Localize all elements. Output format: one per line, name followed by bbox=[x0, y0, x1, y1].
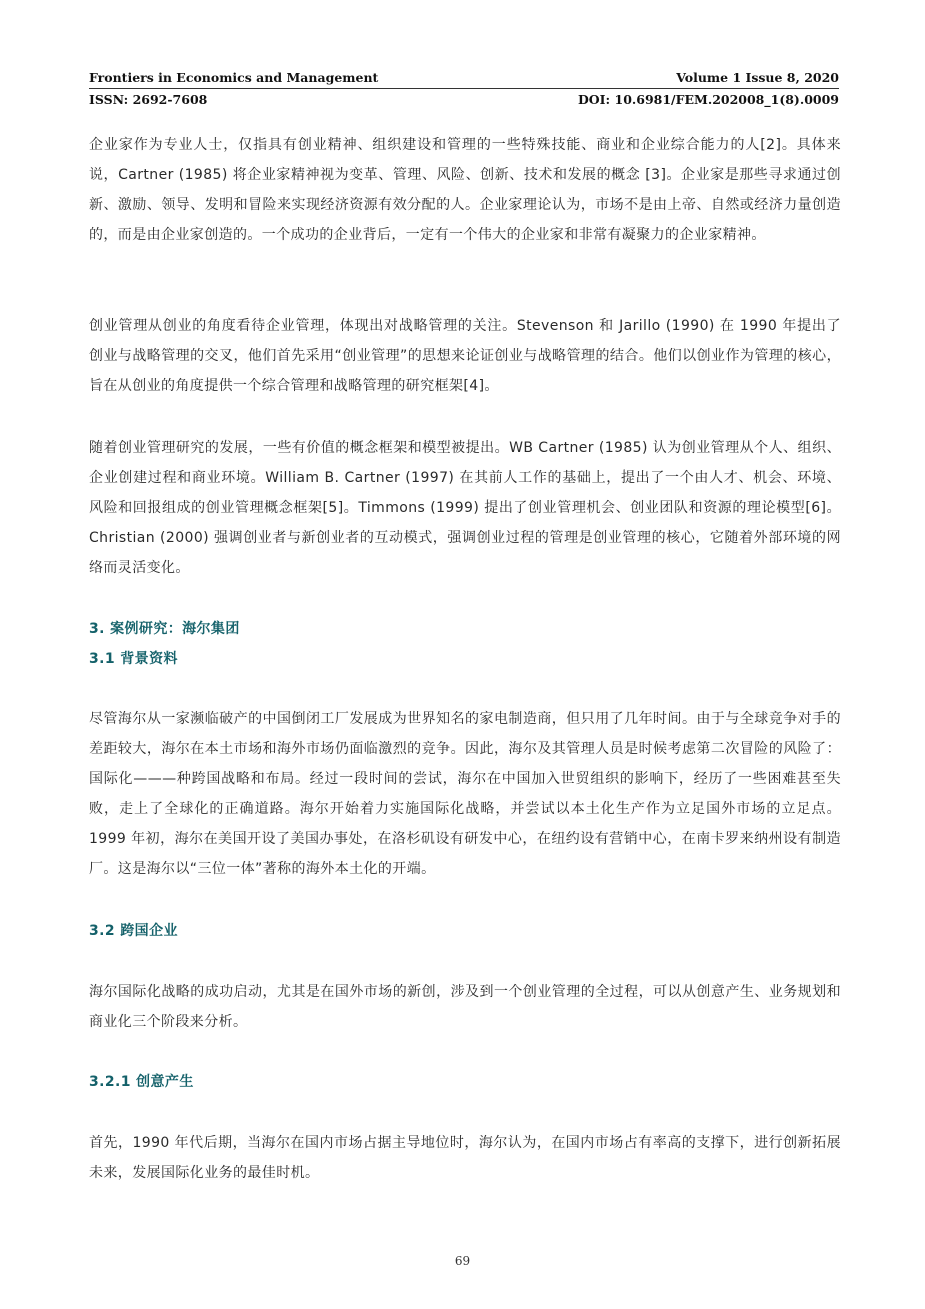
section-heading-case-study: 3. 案例研究：海尔集团 bbox=[89, 621, 240, 637]
issn: ISSN: 2692-7608 bbox=[89, 92, 208, 107]
paragraph-haier-background: 尽管海尔从一家濒临破产的中国倒闭工厂发展成为世界知名的家电制造商，但只用了几年时间。由于与全球竞争对手的差距较大，海尔在本土市场和海外市场仍面临激烈的竞争。因此，海尔及其管理人员是时候考虑第二次冒险的风险了：国际化———种跨国战略和布局。经过一段时间的尝试，海尔在中国加入世贸组织的影响下，经历了一些困难甚至失败，走上了全球化的正确道路。海尔开始着力实施国际化战略，并尝试以本土化生产作为立足国外市场的立足点。1999 年初，海尔在美国开设了美国办事处，在洛杉矶设有研发中心，在纽约设有营销中心，在南卡罗来纳州设有制造厂。这是海尔以“三位一体”著称的海外本土化的开端。 bbox=[89, 711, 841, 877]
paragraph-conceptual-frameworks: 随着创业管理研究的发展，一些有价值的概念框架和模型被提出。WB Cartner (1985) 认为创业管理从个人、组织、企业创建过程和商业环境。William B. Cartner (1997) 在其前人工作的基础上，提出了一个由人才、机会、环境、风险和回报组成的创业管理概念框架[5]。Timmons (1999) 提出了创业管理机会、创业团队和资源的理论模型[6]。Christian (2000) 强调创业者与新创业者的互动模式，强调创业过程的管理是创业管理的核心，它随着外部环境的网络而灵活变化。 bbox=[89, 440, 841, 576]
subsubsection-heading-idea-generation: 3.2.1 创意产生 bbox=[89, 1074, 194, 1090]
subsection-heading-multinational: 3.2 跨国企业 bbox=[89, 923, 178, 939]
running-header-bottom bbox=[89, 92, 839, 110]
paragraph-entrepreneurial-management: 创业管理从创业的角度看待企业管理，体现出对战略管理的关注。Stevenson 和 Jarillo (1990) 在 1990 年提出了创业与战略管理的交叉，他们首先采用“创业管理”的思想来论证创业与战略管理的结合。他们以创业作为管理的核心，旨在从创业的角度提供一个综合管理和战略管理的研究框架[4]。 bbox=[89, 318, 841, 394]
header-rule bbox=[89, 88, 839, 89]
doi: DOI: 10.6981/FEM.202008_1(8).0009 bbox=[577, 92, 839, 107]
paragraph-entrepreneur-definition: 企业家作为专业人士，仅指具有创业精神、组织建设和管理的一些特殊技能、商业和企业综合能力的人[2]。具体来说，Cartner (1985) 将企业家精神视为变革、管理、风险、创新、技术和发展的概念 [3]。企业家是那些寻求通过创新、激励、领导、发明和冒险来实现经济资源有效分配的人。企业家理论认为，市场不是由上帝、自然或经济力量创造的，而是由企业家创造的。一个成功的企业背后，一定有一个伟大的企业家和非常有凝聚力的企业家精神。 bbox=[89, 137, 841, 243]
paragraph-idea-generation: 首先，1990 年代后期，当海尔在国内市场占据主导地位时，海尔认为，在国内市场占有率高的支撑下，进行创新拓展未来，发展国际化业务的最佳时机。 bbox=[89, 1135, 841, 1181]
paragraph-internationalization: 海尔国际化战略的成功启动，尤其是在国外市场的新创，涉及到一个创业管理的全过程，可以从创意产生、业务规划和商业化三个阶段来分析。 bbox=[89, 984, 841, 1030]
running-header-top bbox=[89, 70, 839, 88]
volume-issue: Volume 1 Issue 8, 2020 bbox=[676, 70, 839, 85]
page-number: 69 bbox=[454, 1254, 471, 1268]
subsection-heading-background: 3.1 背景资料 bbox=[89, 651, 178, 667]
journal-title: Frontiers in Economics and Management bbox=[89, 70, 379, 85]
